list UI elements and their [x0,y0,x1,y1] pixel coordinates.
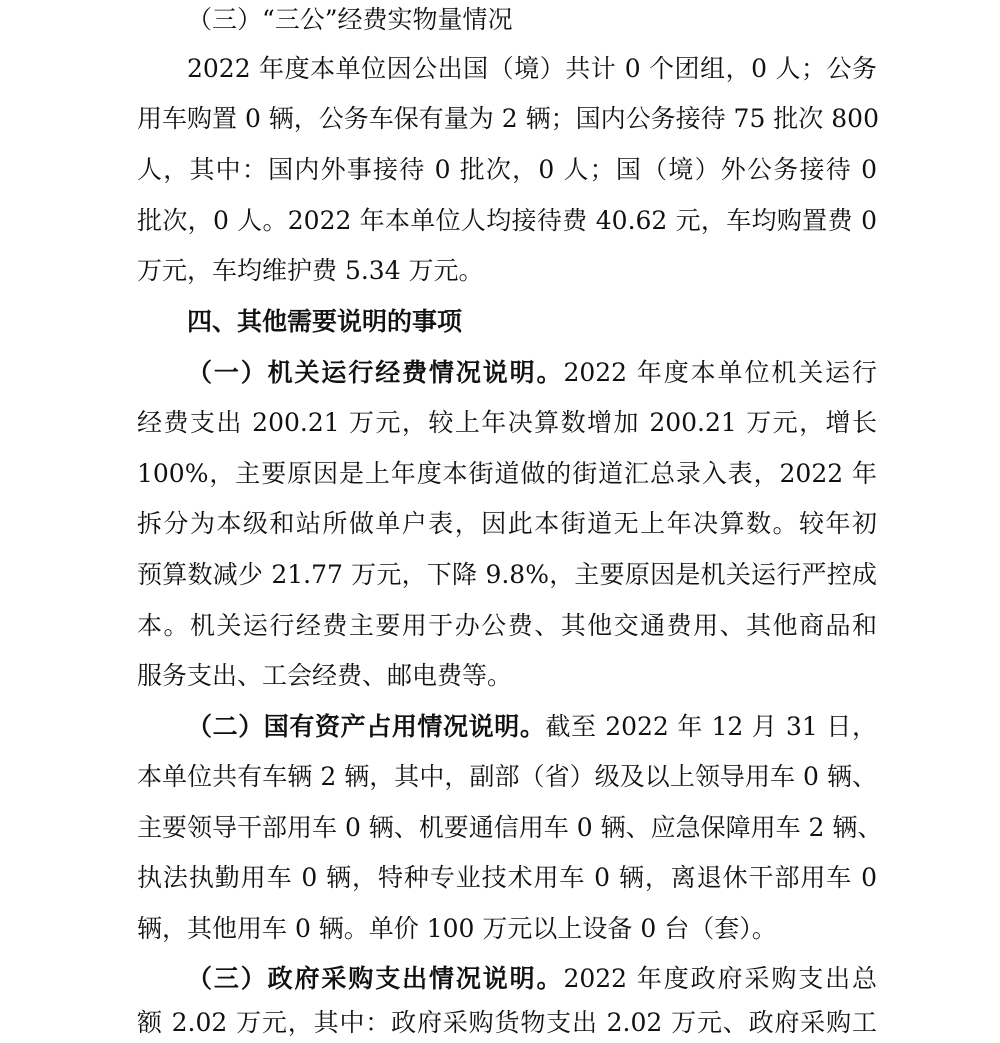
paragraph-line: 服务支出、工会经费、邮电费等。 [137,661,513,690]
item-2-first-line-rest: 截至 2022 年 12 月 31 日， [545,712,877,741]
paragraph-line: 人，其中：国内外事接待 0 批次，0 人；国（境）外公务接待 0 [137,155,877,184]
item-1-first-line-rest: 2022 年度本单位机关运行 [563,358,877,387]
paragraph-line: 100%，主要原因是上年度本街道做的街道汇总录入表，2022 年 [137,459,877,488]
paragraph-line: 批次，0 人。2022 年本单位人均接待费 40.62 元，车均购置费 0 [137,206,877,235]
paragraph-line: 执法执勤用车 0 辆，特种专业技术用车 0 辆，离退休干部用车 0 [137,863,877,892]
paragraph-line: 经费支出 200.21 万元，较上年决算数增加 200.21 万元，增长 [137,408,877,437]
paragraph-line: 本单位共有车辆 2 辆，其中，副部（省）级及以上领导用车 0 辆、 [137,762,877,791]
item-3-first-line-rest: 2022 年度政府采购支出总 [563,964,877,993]
paragraph-line: 辆，其他用车 0 辆。单价 100 万元以上设备 0 台（套）。 [137,914,777,943]
section-4-heading: 四、其他需要说明的事项 [187,307,463,336]
paragraph-line: 额 2.02 万元，其中：政府采购货物支出 2.02 万元、政府采购工 [137,1008,877,1037]
section-3-heading: （三）“三公”经费实物量情况 [187,5,513,34]
paragraph-line: 用车购置 0 辆，公务车保有量为 2 辆；国内公务接待 75 批次 800 [137,104,879,133]
paragraph-line: 2022 年度本单位因公出国（境）共计 0 个团组，0 人；公务 [187,54,877,83]
paragraph-line: 主要领导干部用车 0 辆、机要通信用车 0 辆、应急保障用车 2 辆、 [137,813,883,842]
paragraph-line: 万元，车均维护费 5.34 万元。 [137,256,484,285]
item-3-first-line [187,959,877,999]
item-1-first-line [187,353,877,393]
paragraph-line: 拆分为本级和站所做单户表，因此本街道无上年决算数。较年初 [137,509,877,538]
item-3-label: （三）政府采购支出情况说明。 [187,964,564,993]
paragraph-line: 预算数减少 21.77 万元，下降 9.8%，主要原因是机关运行严控成 [137,560,877,589]
item-2-first-line [187,707,877,747]
item-1-label: （一）机关运行经费情况说明。 [187,358,564,387]
item-2-label: （二）国有资产占用情况说明。 [187,712,546,741]
paragraph-line: 本。机关运行经费主要用于办公费、其他交通费用、其他商品和 [137,611,877,640]
